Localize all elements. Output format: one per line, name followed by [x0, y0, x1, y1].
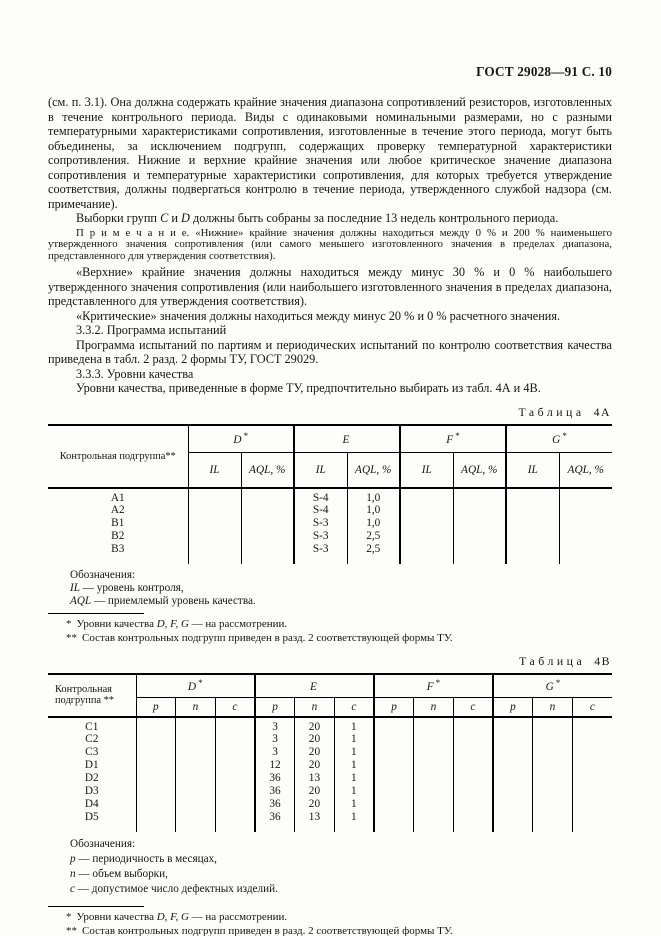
table-cell — [136, 772, 176, 785]
group-mark: * — [198, 678, 203, 689]
table-cell — [188, 530, 241, 543]
table-cell: 20 — [295, 717, 335, 734]
table-cell — [453, 772, 493, 785]
table-cell — [493, 798, 533, 811]
body-text — [48, 95, 612, 396]
table-cell — [453, 746, 493, 759]
column-group-f — [400, 425, 506, 453]
subgroup-label: D3 — [84, 785, 99, 798]
table-4b — [48, 673, 612, 833]
group-letter: E — [342, 434, 350, 447]
table-cell — [374, 798, 414, 811]
column-group-e — [294, 425, 400, 453]
group-mark: * — [562, 431, 567, 442]
table-cell — [188, 504, 241, 517]
table-cell — [533, 717, 573, 734]
table-cell: 2,5 — [347, 530, 400, 543]
legend-title: Обозначения: — [70, 838, 136, 851]
table-cell: 36 — [255, 798, 295, 811]
subgroup-label: C3 — [85, 746, 99, 759]
table-cell — [533, 798, 573, 811]
footnote-rule — [48, 906, 144, 907]
table-row — [48, 798, 612, 811]
table-spacer-row — [48, 556, 612, 564]
table-cell — [533, 785, 573, 798]
table-cell — [215, 772, 255, 785]
footnote-marker: ** — [66, 631, 77, 644]
table-cell — [559, 504, 612, 517]
table-cell: 1,0 — [347, 504, 400, 517]
footnotes-block — [48, 613, 612, 645]
table-cell — [572, 798, 612, 811]
table-cell: 3 — [255, 733, 295, 746]
table-cell — [136, 811, 176, 824]
table-cell — [572, 746, 612, 759]
group-mark: * — [243, 431, 249, 442]
group-letter: E — [310, 681, 317, 694]
column-header-il: IL — [400, 453, 453, 488]
legend-item — [70, 582, 612, 595]
footnote-rule — [48, 613, 144, 614]
group-letter: D — [187, 681, 197, 694]
text-run: должны быть собраны за последние 13 недель контрольного периода. — [189, 211, 559, 225]
paragraph: Программа испытаний по партиям и периодических испытаний по контролю соответствия качества приведена в табл. 2 разд. 2 формы ТУ, ГОСТ 29029. — [48, 337, 612, 367]
table-cell — [453, 504, 506, 517]
table-label-word: Таблица — [518, 404, 585, 419]
table-cell — [215, 785, 255, 798]
table-row — [48, 811, 612, 824]
table-cell — [241, 543, 294, 556]
table-cell: S-3 — [294, 543, 347, 556]
legend-item — [70, 595, 612, 608]
table-cell — [241, 488, 294, 505]
column-header-p: p — [374, 698, 414, 717]
column-header-aql: AQL, % — [559, 453, 612, 488]
footnote — [48, 924, 612, 936]
table-cell — [506, 517, 559, 530]
table-cell — [559, 543, 612, 556]
table-cell — [493, 759, 533, 772]
text-run-italic: C — [160, 211, 169, 225]
table-cell — [506, 488, 559, 505]
table-cell — [136, 733, 176, 746]
table-cell — [572, 772, 612, 785]
table-cell — [572, 785, 612, 798]
table-cell — [374, 746, 414, 759]
table-cell: 3 — [255, 717, 295, 734]
footnote — [48, 631, 612, 645]
table-cell: 1 — [334, 733, 374, 746]
table-cell — [400, 517, 453, 530]
column-header-aql: AQL, % — [347, 453, 400, 488]
table-row-groups — [48, 425, 612, 453]
table-cell — [414, 811, 454, 824]
table-cell — [176, 785, 216, 798]
footnote-text: — на рассмотрении. — [188, 617, 288, 630]
table-cell — [453, 543, 506, 556]
table-cell — [453, 798, 493, 811]
paragraph: «Критические» значения должны находиться между минус 20 % и 0 % расчетного значения. — [76, 308, 561, 323]
table-cell — [188, 517, 241, 530]
table-cell — [215, 746, 255, 759]
table-cell — [241, 517, 294, 530]
legend-text: — приемлемый уровень качества. — [91, 594, 256, 607]
section-heading: 3.3.2. Программа испытаний — [76, 323, 227, 338]
subgroup-label: B2 — [111, 530, 125, 543]
group-mark: * — [555, 678, 561, 689]
table-row — [48, 733, 612, 746]
row-header: Контрольная подгруппа ** — [48, 674, 136, 717]
column-header-c: c — [215, 698, 255, 717]
table-cell — [559, 530, 612, 543]
table-cell — [453, 811, 493, 824]
subgroup-label: A1 — [110, 491, 125, 504]
table-cell: 20 — [295, 798, 335, 811]
footnote-text-italic: D, F, G — [156, 617, 189, 630]
legend-text: — уровень контроля, — [79, 582, 184, 595]
table-cell: 1 — [334, 798, 374, 811]
table-cell — [374, 772, 414, 785]
footnote — [48, 910, 612, 924]
legend-item — [70, 882, 612, 897]
table-row — [48, 759, 612, 772]
legend-text: — объем выборки, — [75, 867, 168, 880]
column-header-aql: AQL, % — [453, 453, 506, 488]
subgroup-label: D1 — [84, 759, 99, 772]
table-row — [48, 543, 612, 556]
table-cell — [453, 517, 506, 530]
table-cell — [414, 746, 454, 759]
subgroup-label: B3 — [111, 543, 125, 556]
column-group-f — [374, 674, 493, 698]
table-cell: 1 — [334, 746, 374, 759]
table-cell — [559, 517, 612, 530]
table-cell — [176, 733, 216, 746]
table-row — [48, 717, 612, 734]
table-row — [48, 530, 612, 543]
table-cell — [506, 530, 559, 543]
table-cell: 1 — [334, 717, 374, 734]
table-label-number: 4В — [594, 653, 611, 668]
table-cell — [414, 785, 454, 798]
table-cell — [414, 759, 454, 772]
table-row — [48, 785, 612, 798]
table-label-word: Таблица — [519, 653, 586, 668]
column-header-p: p — [493, 698, 533, 717]
table-cell: 2,5 — [347, 543, 400, 556]
legend-title: Обозначения: — [70, 569, 136, 582]
column-header-c: c — [453, 698, 493, 717]
table-cell — [215, 733, 255, 746]
column-header-c: c — [572, 698, 612, 717]
subgroup-label: D2 — [84, 772, 99, 785]
table-cell: 20 — [295, 733, 335, 746]
footnote-text: Состав контрольных подгрупп приведен в разд. 2 соответствующей формы ТУ. — [82, 631, 453, 644]
legend-symbol: n — [70, 867, 76, 880]
table-cell: 20 — [295, 746, 335, 759]
group-letter: D — [233, 434, 242, 447]
table-cell — [493, 746, 533, 759]
table-cell: 1 — [334, 759, 374, 772]
group-mark: * — [435, 678, 441, 689]
subgroup-label: D4 — [84, 798, 99, 811]
column-header-n: n — [295, 698, 335, 717]
subgroup-label: A2 — [110, 504, 125, 517]
column-header-p: p — [136, 698, 176, 717]
table-cell — [176, 759, 216, 772]
table-row — [48, 517, 612, 530]
table-cell — [374, 785, 414, 798]
table-cell: 36 — [255, 811, 295, 824]
footnote-text: Состав контрольных подгрупп приведен в разд. 2 соответствующей формы ТУ. — [82, 925, 453, 936]
column-header-p: p — [255, 698, 295, 717]
legend-text: — допустимое число дефектных изделий. — [74, 882, 278, 895]
table-cell — [572, 733, 612, 746]
table-row — [48, 746, 612, 759]
table-cell — [374, 733, 414, 746]
table-cell — [400, 530, 453, 543]
table-cell — [414, 733, 454, 746]
table-cell — [215, 759, 255, 772]
table-cell — [188, 488, 241, 505]
table-cell — [533, 733, 573, 746]
legend-item — [70, 852, 612, 867]
table-cell — [453, 733, 493, 746]
table-row — [48, 504, 612, 517]
group-letter: F — [446, 434, 454, 447]
table-cell — [453, 717, 493, 734]
table-cell — [533, 759, 573, 772]
column-group-d — [188, 425, 294, 453]
table-cell — [572, 811, 612, 824]
table-cell — [176, 717, 216, 734]
column-group-e — [255, 674, 374, 698]
note-paragraph: П р и м е ч а н и е. «Нижние» крайние значения должны находиться между 0 % и 200 % наименьшего утвержденного значения сопротивления (или самого меньшего изготовленного значения в пределах диапазона, представленного для утверждения соответствия). — [48, 226, 612, 263]
footnote-marker: * — [66, 911, 72, 924]
table-cell — [241, 504, 294, 517]
column-group-d — [136, 674, 255, 698]
text-run-italic: D — [181, 211, 190, 225]
table-cell: 3 — [255, 746, 295, 759]
table-cell — [453, 785, 493, 798]
table-4a-legend — [70, 569, 612, 607]
table-cell: 13 — [295, 811, 335, 824]
table-cell — [215, 798, 255, 811]
table-cell — [136, 785, 176, 798]
table-cell — [533, 811, 573, 824]
table-cell — [374, 717, 414, 734]
table-4b-label — [48, 654, 611, 669]
table-cell: 36 — [255, 785, 295, 798]
legend-symbol: AQL — [70, 594, 92, 607]
table-cell — [453, 530, 506, 543]
paragraph: Уровни качества, приведенные в форме ТУ, предпочтительно выбирать из табл. 4А и 4В. — [76, 381, 541, 396]
subgroup-label: D5 — [84, 811, 99, 824]
table-cell — [453, 488, 506, 505]
table-cell — [506, 504, 559, 517]
table-cell — [400, 504, 453, 517]
row-header: Контрольная подгруппа** — [48, 425, 188, 488]
subgroup-label: C2 — [85, 733, 99, 746]
page-header: ГОСТ 29028—91 С. 10 — [476, 64, 612, 79]
table-cell — [493, 733, 533, 746]
column-header-il: IL — [506, 453, 559, 488]
table-cell — [176, 772, 216, 785]
table-label-number: 4А — [593, 404, 611, 419]
column-header-il: IL — [188, 453, 241, 488]
footnote-text: Уровни качества — [76, 911, 157, 924]
table-4a-label — [48, 405, 611, 420]
table-cell — [572, 759, 612, 772]
legend-text: — периодичность в месяцах, — [75, 852, 217, 865]
column-header-aql: AQL, % — [241, 453, 294, 488]
table-cell — [414, 798, 454, 811]
table-cell — [559, 488, 612, 505]
group-mark: * — [455, 431, 460, 442]
footnote-marker: ** — [66, 925, 77, 936]
group-letter: G — [545, 681, 554, 694]
table-cell — [136, 746, 176, 759]
column-group-g — [493, 674, 612, 698]
table-cell — [533, 772, 573, 785]
table-row-groups — [48, 674, 612, 698]
table-row — [48, 772, 612, 785]
table-cell: S-4 — [294, 504, 347, 517]
table-cell — [176, 798, 216, 811]
table-cell: 1 — [334, 785, 374, 798]
table-cell: 20 — [295, 759, 335, 772]
column-group-g — [506, 425, 612, 453]
table-cell — [374, 759, 414, 772]
section-heading: 3.3.3. Уровни качества — [76, 366, 194, 381]
group-letter: F — [426, 681, 434, 694]
table-cell — [136, 798, 176, 811]
legend-item — [70, 867, 612, 882]
table-cell: 1,0 — [347, 517, 400, 530]
table-cell — [493, 772, 533, 785]
table-cell — [572, 717, 612, 734]
table-cell — [136, 717, 176, 734]
table-cell — [493, 811, 533, 824]
footnote — [48, 617, 612, 631]
table-cell — [374, 811, 414, 824]
table-cell — [506, 543, 559, 556]
column-header-il: IL — [294, 453, 347, 488]
footnotes-block — [48, 906, 612, 936]
table-cell — [215, 811, 255, 824]
table-cell — [493, 717, 533, 734]
table-cell: S-4 — [294, 488, 347, 505]
table-cell: 13 — [295, 772, 335, 785]
table-cell: 1 — [334, 772, 374, 785]
group-letter: G — [552, 434, 561, 447]
paragraph: «Верхние» крайние значения должны находиться между минус 30 % и 0 % наибольшего утвержденного значения сопротивления (или наибольшего изготовленного значения в пределах диапазона, представленного для утверждения соответствия). — [48, 265, 612, 309]
legend-symbol: c — [70, 882, 75, 895]
table-cell: 12 — [255, 759, 295, 772]
text-run: и — [168, 211, 181, 225]
table-cell — [493, 785, 533, 798]
table-cell — [241, 530, 294, 543]
table-cell: 1 — [334, 811, 374, 824]
table-cell: 36 — [255, 772, 295, 785]
table-cell — [414, 772, 454, 785]
table-4b-legend — [70, 837, 612, 896]
table-cell — [136, 759, 176, 772]
legend-symbol: p — [70, 852, 76, 865]
table-spacer-row — [48, 824, 612, 832]
column-header-n: n — [414, 698, 454, 717]
paragraph: (см. п. 3.1). Она должна содержать крайние значения диапазона сопротивлений резисторов, изготовленных в течение контрольного периода. Виды с одинаковыми номинальными размерами, но с разными температурными характеристиками сопротивления, изготовленные в течение этого периода, могут быть объединены, за исключением подгрупп, содержащих проверку температурной характеристики сопротивления. Нижние и верхние крайние значения или любое критическое значение диапазона сопротивления и температурные характеристики сопротивления, для которых требуется утверждение соответствия, должны подвергаться контролю в течение периода, утвержденного службой надзора (см. примечание). — [48, 95, 612, 211]
paragraph — [48, 211, 612, 226]
column-header-n: n — [176, 698, 216, 717]
table-cell — [414, 717, 454, 734]
footnote-marker: * — [66, 617, 72, 630]
table-4a — [48, 424, 612, 565]
table-cell — [533, 746, 573, 759]
table-cell — [188, 543, 241, 556]
legend-symbol: IL — [70, 582, 80, 595]
footnote-text-italic: D, F, G — [156, 911, 189, 924]
table-cell — [453, 759, 493, 772]
text-run: Выборки групп — [76, 211, 161, 225]
table-cell — [176, 811, 216, 824]
table-cell: 1,0 — [347, 488, 400, 505]
footnote-text: Уровни качества — [76, 617, 157, 630]
table-cell: S-3 — [294, 530, 347, 543]
table-cell — [400, 543, 453, 556]
column-header-c: c — [334, 698, 374, 717]
table-cell — [215, 717, 255, 734]
subgroup-label: C1 — [85, 720, 99, 733]
table-row — [48, 488, 612, 505]
table-cell — [176, 746, 216, 759]
table-cell: S-3 — [294, 517, 347, 530]
column-header-n: n — [533, 698, 573, 717]
footnote-text: — на рассмотрении. — [188, 911, 288, 924]
subgroup-label: B1 — [111, 517, 125, 530]
table-cell: 20 — [295, 785, 335, 798]
table-cell — [400, 488, 453, 505]
